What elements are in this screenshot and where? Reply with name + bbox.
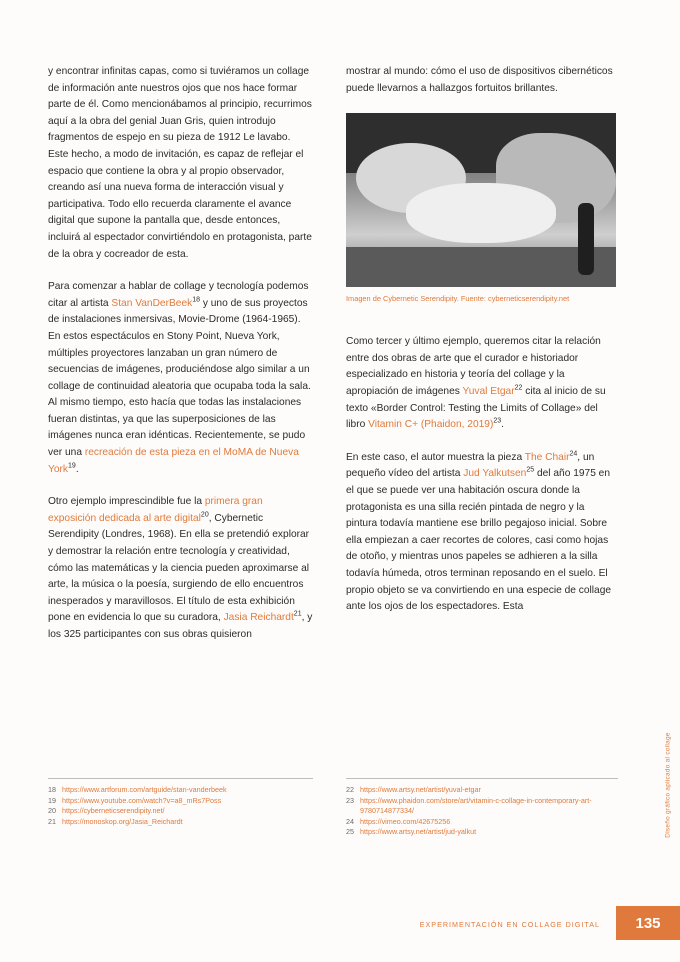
text-segment: , Cybernetic Serendipity (Londres, 1968). En ella se pretendió explorar y demostrar la relación entre tecnología y creatividad, cómo las matemáticas y la ciencia pueden aproximarse al arte, la música o la poesía, surgiendo de ello encuentros inesperados y maravillosos. El título de esta exhibición pone en evidencia lo que su curadora, bbox=[48, 512, 310, 624]
footnote-item[interactable] bbox=[346, 817, 618, 828]
text-segment: Otro ejemplo imprescindible fue la bbox=[48, 496, 205, 508]
sidebar-text: Diseño gráfico aplicado al collage bbox=[664, 732, 672, 838]
photo-floor bbox=[346, 247, 616, 287]
footnote-link[interactable]: https://monoskop.org/Jasia_Reichardt bbox=[62, 816, 183, 826]
text-segment: , y los 325 participantes con sus obras quisieron bbox=[48, 612, 313, 640]
footnote-divider bbox=[346, 778, 618, 779]
photo-figure bbox=[578, 203, 594, 275]
footer-title: EXPERIMENTACIÓN EN COLLAGE DIGITAL bbox=[419, 920, 600, 929]
link-jasia-reichardt[interactable]: Jasia Reichardt bbox=[223, 612, 294, 624]
footnote-number: 24 bbox=[346, 816, 354, 826]
footnote-ref: 20 bbox=[200, 511, 209, 519]
paragraph-intro: y encontrar infinitas capas, como si tuviéramos un collage de información ante nuestros ojos que nos hace formar parte de él. Como mencionábamos al principio, recurrimos aquí a la obra del genial Juan Gris, quien introdujo fragmentos de espejo en su pieza de 1912 Le lavabo. Este hecho, a modo de invitación, es capaz de reflejar el espacio que contiene la obra y al propio observador, creando así una nueva forma de interacción visual y participativa. Todo ello recuerda claramente el avance digital que supone la pantalla que, desde entonces, incluirá al espectador convirtiéndolo en protagonista, parte de la obra y cocreador de esta. bbox=[48, 66, 312, 260]
footnote-item[interactable] bbox=[346, 827, 618, 838]
photo-shape bbox=[406, 183, 556, 243]
right-column bbox=[346, 64, 618, 632]
footnote-link[interactable]: https://www.artsy.net/artist/jud-yalkut bbox=[360, 827, 477, 837]
footnote-number: 20 bbox=[48, 806, 56, 816]
paragraph-continuation: mostrar al mundo: cómo el uso de dispositivos cibernéticos puede llevarnos a hallazgos fortuitos brillantes. bbox=[346, 66, 613, 94]
text-segment: Para comenzar a hablar de collage y tecnología podemos citar al artista bbox=[48, 281, 309, 309]
vertical-sidebar-label bbox=[662, 700, 674, 870]
page-number: 135 bbox=[616, 906, 680, 940]
footnote-item[interactable] bbox=[48, 817, 313, 828]
link-yuval-etgar[interactable]: Yuval Etgar bbox=[462, 385, 515, 397]
footnote-item[interactable] bbox=[48, 785, 313, 796]
link-stan-vanderbeek[interactable]: Stan VanDerBeek bbox=[111, 297, 193, 309]
footnote-ref: 22 bbox=[514, 384, 523, 392]
footnote-link[interactable]: https://vimeo.com/42675256 bbox=[360, 816, 451, 826]
footnote-ref: 18 bbox=[192, 296, 201, 304]
footnote-number: 21 bbox=[48, 816, 56, 826]
footnote-item[interactable] bbox=[48, 796, 313, 807]
text-segment: , un pequeño vídeo del artista bbox=[346, 451, 595, 480]
footnote-number: 25 bbox=[346, 827, 354, 837]
footnote-number: 22 bbox=[346, 785, 354, 794]
text-segment: y uno de sus proyectos de instalaciones inmersivas, Movie-Drome (1964-1965). En estos espectáculos en Stony Point, Nueva York, múltiples proyectores lanzaban un gran número de secuencias de imágenes, produciéndose algo similar a un collage de continuidad aleatoria que ocupaba toda la sala. Al mismo tiempo, esto hacía que todas las instalaciones fueran distintas, ya que las superposiciones de las imágenes nunca eran idénticas. Recientemente, se pudo ver una bbox=[48, 297, 311, 459]
footnotes-left bbox=[48, 778, 313, 827]
footnote-number: 23 bbox=[346, 795, 354, 805]
exhibition-photo bbox=[346, 113, 616, 287]
link-the-chair[interactable]: The Chair bbox=[524, 451, 570, 463]
left-column bbox=[48, 64, 313, 660]
paragraph-etgar bbox=[346, 334, 618, 434]
link-jud-yalkut[interactable]: Jud Yalkutsen bbox=[463, 468, 527, 480]
footnote-ref: 24 bbox=[569, 450, 578, 458]
footnote-ref: 23 bbox=[493, 417, 502, 425]
footnote-item[interactable] bbox=[48, 806, 313, 817]
footnote-ref: 19 bbox=[68, 462, 76, 470]
paragraph-vanderbeek bbox=[48, 279, 313, 478]
footnote-number: 19 bbox=[48, 795, 56, 805]
footnote-ref: 21 bbox=[293, 611, 302, 619]
footnote-item[interactable] bbox=[346, 785, 618, 796]
footnote-link[interactable]: https://www.artforum.com/artguide/stan-vanderbeek bbox=[62, 785, 227, 794]
text-segment: Como tercer y último ejemplo, queremos citar la relación entre dos obras de arte que el curador e historiador especializado en historia y teoría del collage y la apropiación de imágenes bbox=[346, 336, 601, 397]
text-segment: En este caso, el autor muestra la pieza bbox=[346, 451, 525, 463]
link-vitamin-c[interactable]: Vitamin C+ (Phaidon, 2019) bbox=[368, 419, 494, 431]
link-moma-recreation[interactable]: recreación de esta pieza en el MoMA de Nueva York bbox=[48, 447, 299, 475]
footnote-link[interactable]: https://www.youtube.com/watch?v=a8_mRs7Poss bbox=[62, 795, 222, 805]
paragraph-the-chair bbox=[346, 450, 618, 616]
footnote-ref: 25 bbox=[526, 466, 535, 474]
footnote-number: 18 bbox=[48, 785, 56, 794]
footnote-link[interactable]: https://www.artsy.net/artist/yuval-etgar bbox=[360, 785, 481, 794]
link-first-exhibition[interactable]: primera gran exposición dedicada al arte digital bbox=[48, 496, 263, 524]
paragraph-cybernetic bbox=[48, 494, 313, 643]
text-segment: . bbox=[501, 419, 504, 431]
footnote-divider bbox=[48, 778, 313, 779]
footnotes-right bbox=[346, 778, 618, 838]
photo-caption: Imagen de Cybernetic Serendipity. Fuente: cyberneticserendipity.net bbox=[346, 294, 570, 304]
text-segment: cita al inicio de su texto «Border Control: Testing the Limits of Collage» del libro bbox=[346, 385, 606, 431]
text-segment: del año 1975 en el que se puede ver una habitación oscura donde la protagonista es una silla recién pintada de negro y la pintura todavía mantiene ese brillo pegajoso inicial. Sobre ella empiezan a caer recortes de colores, casi como hojas de otoño, y mientras unos papeles se adhieren a la silla todavía húmeda, otros terminan reposando en el suelo. El propio objeto se va convirtiendo en una especie de collage ante los ojos de los espectadores. Esta bbox=[346, 468, 612, 613]
footnote-link[interactable]: https://cyberneticserendipity.net/ bbox=[62, 806, 165, 816]
footnote-link[interactable]: https://www.phaidon.com/store/art/vitamin-c-collage-in-contemporary-art-9780714877334/ bbox=[360, 795, 592, 816]
text-segment: . bbox=[75, 463, 79, 475]
footnote-item[interactable] bbox=[346, 796, 618, 817]
